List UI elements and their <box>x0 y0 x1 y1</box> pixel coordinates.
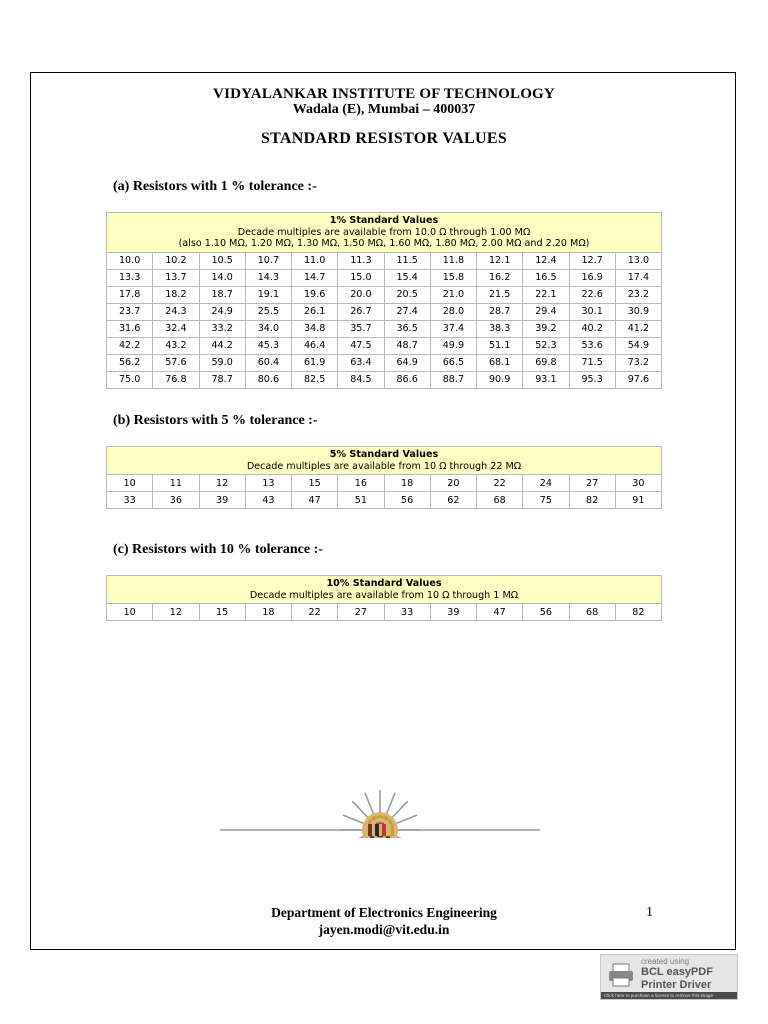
table-cell: 15 <box>199 604 245 621</box>
table-cell: 26.1 <box>292 303 338 320</box>
table-title: 1% Standard Values <box>329 215 439 226</box>
table-cell: 33 <box>107 492 153 509</box>
table-cell: 95.3 <box>569 371 615 388</box>
table-cell: 71.5 <box>569 354 615 371</box>
table-cell: 20.0 <box>338 286 384 303</box>
table-cell: 78.7 <box>199 371 245 388</box>
table-cell: 30 <box>615 475 661 492</box>
table-cell: 10.7 <box>245 252 291 269</box>
table-cell: 31.6 <box>107 320 153 337</box>
footer-email: jayen.modi@vit.edu.in <box>318 922 450 937</box>
table-cell: 82.5 <box>292 371 338 388</box>
table-cell: 22 <box>477 475 523 492</box>
table-cell: 23.7 <box>107 303 153 320</box>
table-row <box>107 269 662 286</box>
table-cell: 11.3 <box>338 252 384 269</box>
table-row <box>107 320 662 337</box>
printer-icon <box>607 963 635 987</box>
table-header <box>107 576 662 604</box>
table-cell: 53.6 <box>569 337 615 354</box>
table-cell: 82 <box>569 492 615 509</box>
table-cell: 18 <box>245 604 291 621</box>
table-cell: 39.2 <box>523 320 569 337</box>
table-cell: 17.4 <box>615 269 661 286</box>
table-cell: 97.6 <box>615 371 661 388</box>
table-cell: 22.1 <box>523 286 569 303</box>
table-cell: 63.4 <box>338 354 384 371</box>
table-cell: 82 <box>615 604 661 621</box>
table-header-row <box>107 213 662 253</box>
table-cell: 11.5 <box>384 252 430 269</box>
section-b-heading: (b) Resistors with 5 % tolerance :- <box>113 413 318 428</box>
table-cell: 45.3 <box>245 337 291 354</box>
table-row <box>107 286 662 303</box>
table-cell: 35.7 <box>338 320 384 337</box>
table-cell: 12.7 <box>569 252 615 269</box>
table-title: 10% Standard Values <box>326 578 442 589</box>
table-cell: 14.7 <box>292 269 338 286</box>
footer-department: Department of Electronics Engineering <box>271 905 497 920</box>
table-row <box>107 303 662 320</box>
table-cell: 56 <box>523 604 569 621</box>
table-cell: 21.0 <box>430 286 476 303</box>
institute-name: VIDYALANKAR INSTITUTE OF TECHNOLOGY <box>213 86 555 102</box>
table-cell: 60.4 <box>245 354 291 371</box>
table-cell: 64.9 <box>384 354 430 371</box>
table-cell: 46.4 <box>292 337 338 354</box>
table-cell: 56.2 <box>107 354 153 371</box>
table-cell: 19.6 <box>292 286 338 303</box>
table-cell: 61.9 <box>292 354 338 371</box>
table-row <box>107 604 662 621</box>
table-cell: 69.8 <box>523 354 569 371</box>
table-cell: 11 <box>153 475 199 492</box>
institute-address: Wadala (E), Mumbai – 400037 <box>292 102 476 117</box>
table-cell: 33.2 <box>199 320 245 337</box>
stamp-line-2: BCL easyPDF <box>641 966 713 978</box>
table-cell: 27.4 <box>384 303 430 320</box>
table-cell: 38.3 <box>477 320 523 337</box>
table-cell: 66.5 <box>430 354 476 371</box>
table-cell: 20 <box>430 475 476 492</box>
table-cell: 62 <box>430 492 476 509</box>
table-cell: 16 <box>338 475 384 492</box>
table-cell: 12 <box>153 604 199 621</box>
table-cell: 36 <box>153 492 199 509</box>
table-cell: 16.9 <box>569 269 615 286</box>
table-cell: 10.5 <box>199 252 245 269</box>
five-percent-table <box>106 446 662 509</box>
table-cell: 59.0 <box>199 354 245 371</box>
table-cell: 86.6 <box>384 371 430 388</box>
stamp-line-1: created using <box>641 957 690 966</box>
table-cell: 10 <box>107 604 153 621</box>
table-cell: 33 <box>384 604 430 621</box>
table-cell: 18.2 <box>153 286 199 303</box>
table-cell: 10.2 <box>153 252 199 269</box>
table-header <box>107 213 662 253</box>
table-cell: 84.5 <box>338 371 384 388</box>
table-cell: 24 <box>523 475 569 492</box>
table-cell: 48.7 <box>384 337 430 354</box>
table-cell: 54.9 <box>615 337 661 354</box>
table-row <box>107 371 662 388</box>
table-cell: 30.9 <box>615 303 661 320</box>
document-title: STANDARD RESISTOR VALUES <box>260 130 508 147</box>
table-cell: 14.3 <box>245 269 291 286</box>
table-cell: 57.6 <box>153 354 199 371</box>
table-cell: 44.2 <box>199 337 245 354</box>
table-cell: 32.4 <box>153 320 199 337</box>
table-cell: 93.1 <box>523 371 569 388</box>
table-cell: 16.2 <box>477 269 523 286</box>
table-cell: 12 <box>199 475 245 492</box>
table-cell: 30.1 <box>569 303 615 320</box>
table-cell: 28.7 <box>477 303 523 320</box>
table-cell: 51 <box>338 492 384 509</box>
table-cell: 24.3 <box>153 303 199 320</box>
table-cell: 49.9 <box>430 337 476 354</box>
table-cell: 29.4 <box>523 303 569 320</box>
table-cell: 42.2 <box>107 337 153 354</box>
section-a-heading: (a) Resistors with 1 % tolerance :- <box>113 179 317 194</box>
table-cell: 90.9 <box>477 371 523 388</box>
table-cell: 27 <box>338 604 384 621</box>
table-cell: 43.2 <box>153 337 199 354</box>
table-cell: 24.9 <box>199 303 245 320</box>
table-cell: 18.7 <box>199 286 245 303</box>
table-cell: 47.5 <box>338 337 384 354</box>
stamp-purchase-link[interactable]: Click here to purchase a license to remove this image <box>601 992 737 999</box>
table-cell: 20.5 <box>384 286 430 303</box>
table-cell: 34.8 <box>292 320 338 337</box>
table-header-row <box>107 576 662 604</box>
table-row <box>107 252 662 269</box>
table-header <box>107 447 662 475</box>
table-cell: 26.7 <box>338 303 384 320</box>
one-percent-table <box>106 212 662 389</box>
table-cell: 21.5 <box>477 286 523 303</box>
table-row <box>107 354 662 371</box>
resistors-photo <box>215 668 553 838</box>
table-row <box>107 337 662 354</box>
table-cell: 19.1 <box>245 286 291 303</box>
table-cell: 11.8 <box>430 252 476 269</box>
table-subtitle: Decade multiples are available from 10 Ω through 22 MΩ <box>246 460 522 472</box>
table-cell: 22.6 <box>569 286 615 303</box>
table-cell: 15.8 <box>430 269 476 286</box>
table-row <box>107 475 662 492</box>
table-subtitle: Decade multiples are available from 10 Ω through 1 MΩ <box>249 589 519 601</box>
table-title: 5% Standard Values <box>329 449 439 460</box>
table-cell: 47 <box>477 604 523 621</box>
table-cell: 16.5 <box>523 269 569 286</box>
table-cell: 40.2 <box>569 320 615 337</box>
table-cell: 10.0 <box>107 252 153 269</box>
table-cell: 73.2 <box>615 354 661 371</box>
table-cell: 13.0 <box>615 252 661 269</box>
table-cell: 47 <box>292 492 338 509</box>
table-cell: 68.1 <box>477 354 523 371</box>
table-cell: 15.4 <box>384 269 430 286</box>
ten-percent-table <box>106 575 662 621</box>
table-cell: 68 <box>569 604 615 621</box>
table-cell: 28.0 <box>430 303 476 320</box>
table-cell: 12.1 <box>477 252 523 269</box>
table-cell: 39 <box>199 492 245 509</box>
table-cell: 14.0 <box>199 269 245 286</box>
table-cell: 39 <box>430 604 476 621</box>
table-cell: 88.7 <box>430 371 476 388</box>
table-cell: 18 <box>384 475 430 492</box>
table-cell: 43 <box>245 492 291 509</box>
table-cell: 11.0 <box>292 252 338 269</box>
table-cell: 56 <box>384 492 430 509</box>
table-cell: 12.4 <box>523 252 569 269</box>
table-cell: 25.5 <box>245 303 291 320</box>
table-cell: 17.8 <box>107 286 153 303</box>
table-cell: 23.2 <box>615 286 661 303</box>
table-row <box>107 492 662 509</box>
table-cell: 13.3 <box>107 269 153 286</box>
resistor <box>220 824 420 836</box>
table-cell: 80.6 <box>245 371 291 388</box>
table-cell: 41.2 <box>615 320 661 337</box>
table-cell: 15 <box>292 475 338 492</box>
table-cell: 51.1 <box>477 337 523 354</box>
table-cell: 52.3 <box>523 337 569 354</box>
section-c-heading: (c) Resistors with 10 % tolerance :- <box>113 542 323 557</box>
pdf-printer-stamp[interactable] <box>600 954 738 1000</box>
page-number: 1 <box>646 905 653 920</box>
table-subtitle-extra: (also 1.10 MΩ, 1.20 MΩ, 1.30 MΩ, 1.50 MΩ, 1.60 MΩ, 1.80 MΩ, 2.00 MΩ and 2.20 MΩ) <box>178 238 590 249</box>
table-subtitle: Decade multiples are available from 10.0 Ω through 1.00 MΩ <box>237 226 531 238</box>
table-cell: 76.8 <box>153 371 199 388</box>
table-cell: 22 <box>292 604 338 621</box>
table-cell: 36.5 <box>384 320 430 337</box>
table-cell: 15.0 <box>338 269 384 286</box>
table-cell: 75.0 <box>107 371 153 388</box>
table-cell: 27 <box>569 475 615 492</box>
table-cell: 13 <box>245 475 291 492</box>
table-cell: 10 <box>107 475 153 492</box>
table-cell: 37.4 <box>430 320 476 337</box>
table-cell: 75 <box>523 492 569 509</box>
table-header-row <box>107 447 662 475</box>
stamp-line-3: Printer Driver <box>641 979 712 991</box>
table-cell: 91 <box>615 492 661 509</box>
table-cell: 34.0 <box>245 320 291 337</box>
table-cell: 68 <box>477 492 523 509</box>
table-cell: 13.7 <box>153 269 199 286</box>
